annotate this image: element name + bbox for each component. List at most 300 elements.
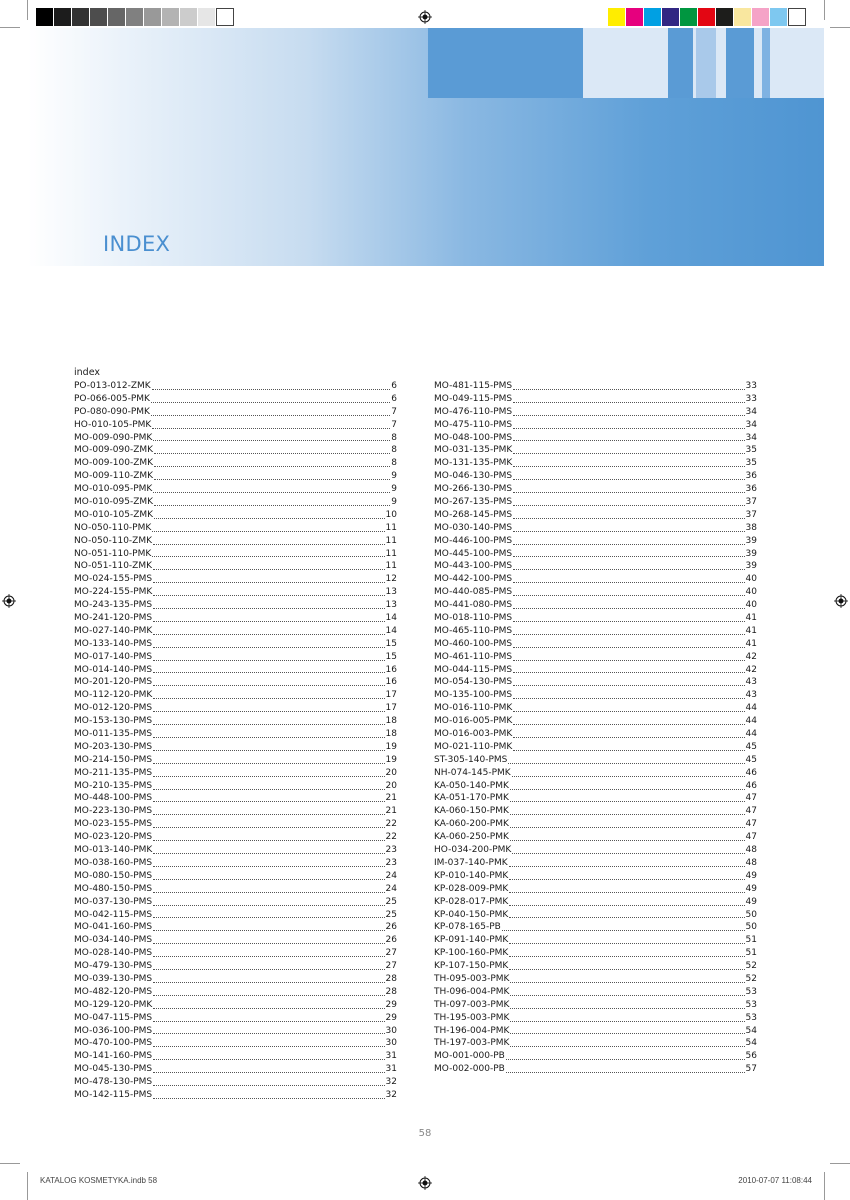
dot-leader — [153, 1046, 384, 1047]
entry-code: MO-133-140-PMS — [74, 638, 153, 649]
entry-code: MO-009-090-PMK — [74, 432, 153, 443]
dot-leader — [153, 789, 384, 790]
entry-code: PO-066-005-PMK — [74, 393, 150, 404]
dot-leader — [153, 1085, 384, 1086]
index-entry — [434, 457, 757, 470]
index-entry — [74, 419, 397, 432]
index-entry — [74, 831, 397, 844]
index-entry — [74, 483, 397, 496]
entry-code: MO-224-155-PMK — [74, 587, 153, 598]
dot-leader — [513, 660, 744, 661]
entry-page: 33 — [745, 380, 757, 391]
dot-leader — [152, 531, 384, 532]
entry-code: MO-112-120-PMK — [74, 690, 153, 701]
entry-page: 56 — [745, 1051, 757, 1062]
dot-leader — [154, 466, 390, 467]
dot-leader — [153, 1033, 384, 1034]
dot-leader — [153, 608, 384, 609]
entry-page: 18 — [385, 716, 397, 727]
dot-leader — [153, 1072, 384, 1073]
dot-leader — [153, 930, 384, 931]
entry-page: 36 — [745, 471, 757, 482]
entry-page: 29 — [385, 1012, 397, 1023]
index-entry — [74, 509, 397, 522]
entry-code: MO-481-115-PMS — [434, 380, 513, 391]
entry-page: 20 — [385, 780, 397, 791]
entry-code: MO-016-005-PMK — [434, 716, 513, 727]
entry-code: KA-060-200-PMK — [434, 819, 509, 830]
color-swatch — [54, 8, 72, 26]
index-entry — [74, 664, 397, 677]
entry-page: 40 — [745, 587, 757, 598]
entry-code: MO-030-140-PMS — [434, 522, 513, 533]
color-swatch — [108, 8, 126, 26]
entry-page: 45 — [745, 754, 757, 765]
dot-leader — [153, 634, 384, 635]
dot-leader — [513, 428, 744, 429]
dot-leader — [153, 582, 384, 583]
index-entry — [74, 896, 397, 909]
entry-code: MO-475-110-PMS — [434, 419, 513, 430]
dot-leader — [153, 892, 384, 893]
entry-page: 54 — [745, 1025, 757, 1036]
entry-code: ST-305-140-PMS — [434, 754, 508, 765]
index-entry — [434, 432, 757, 445]
dot-leader — [153, 440, 390, 441]
entry-page: 39 — [745, 548, 757, 559]
entry-page: 25 — [385, 909, 397, 920]
entry-code: KP-028-017-PMK — [434, 896, 509, 907]
registration-mark-icon — [418, 1176, 432, 1190]
index-entry — [74, 496, 397, 509]
entry-page: 50 — [745, 909, 757, 920]
dot-leader — [513, 595, 744, 596]
entry-code: MO-024-155-PMS — [74, 574, 153, 585]
index-entry — [74, 676, 397, 689]
entry-code: PO-013-012-ZMK — [74, 380, 151, 391]
entry-code: KP-100-160-PMK — [434, 948, 509, 959]
entry-code: MO-010-105-ZMK — [74, 509, 154, 520]
entry-page: 23 — [385, 857, 397, 868]
color-swatch — [626, 8, 644, 26]
entry-code: MO-009-090-ZMK — [74, 445, 154, 456]
color-swatch — [716, 8, 734, 26]
index-entry — [434, 947, 757, 960]
index-entry — [434, 560, 757, 573]
dot-leader — [153, 750, 384, 751]
dot-leader — [153, 698, 384, 699]
entry-code: MO-482-120-PMS — [74, 986, 153, 997]
entry-code: MO-443-100-PMS — [434, 561, 513, 572]
entry-code: MO-445-100-PMS — [434, 548, 513, 559]
entry-page: 48 — [745, 857, 757, 868]
entry-page: 7 — [391, 419, 397, 430]
entry-page: 31 — [385, 1064, 397, 1075]
entry-code: MO-479-130-PMS — [74, 961, 153, 972]
index-entry — [434, 818, 757, 831]
color-swatch — [144, 8, 162, 26]
dot-leader — [153, 814, 384, 815]
entry-code: MO-141-160-PMS — [74, 1051, 153, 1062]
index-entry — [74, 793, 397, 806]
dot-leader — [153, 1059, 384, 1060]
entry-page: 49 — [745, 896, 757, 907]
color-swatch — [662, 8, 680, 26]
entry-code: MO-054-130-PMS — [434, 677, 513, 688]
dot-leader — [513, 711, 744, 712]
dot-leader — [153, 943, 384, 944]
entry-code: TH-197-003-PMK — [434, 1038, 510, 1049]
entry-page: 54 — [745, 1038, 757, 1049]
index-entry — [434, 1012, 757, 1025]
entry-code: MO-476-110-PMS — [434, 406, 513, 417]
dot-leader — [513, 531, 744, 532]
entry-page: 33 — [745, 393, 757, 404]
crop-mark-top-right-v — [824, 0, 825, 20]
entry-page: 11 — [385, 561, 397, 572]
dot-leader — [153, 969, 384, 970]
index-entry — [434, 1025, 757, 1038]
entry-code: MO-031-135-PMK — [434, 445, 513, 456]
entry-page: 46 — [745, 767, 757, 778]
entry-code: NO-051-110-ZMK — [74, 561, 152, 572]
dot-leader — [153, 776, 384, 777]
entry-page: 42 — [745, 651, 757, 662]
dot-leader — [153, 595, 384, 596]
color-swatch — [198, 8, 216, 26]
index-entry — [434, 651, 757, 664]
entry-page: 23 — [385, 845, 397, 856]
index-entry — [74, 560, 397, 573]
index-entry — [74, 728, 397, 741]
index-entry — [74, 599, 397, 612]
dot-leader — [153, 737, 384, 738]
index-entry — [74, 741, 397, 754]
entry-code: NO-050-110-ZMK — [74, 535, 152, 546]
index-entry — [434, 509, 757, 522]
entry-code: MO-135-100-PMS — [434, 690, 513, 701]
dot-leader — [153, 917, 384, 918]
dot-leader — [153, 956, 384, 957]
banner-block — [428, 28, 583, 98]
dot-leader — [151, 415, 390, 416]
index-entry — [74, 548, 397, 561]
entry-code: MO-470-100-PMS — [74, 1038, 153, 1049]
index-entry — [74, 1089, 397, 1102]
index-entry — [434, 831, 757, 844]
index-entry — [434, 870, 757, 883]
entry-code: HO-034-200-PMK — [434, 845, 512, 856]
entry-code: MO-049-115-PMS — [434, 393, 513, 404]
entry-code: MO-011-135-PMS — [74, 729, 153, 740]
dot-leader — [513, 556, 744, 557]
dot-leader — [154, 479, 390, 480]
color-swatch — [608, 8, 626, 26]
dot-leader — [153, 879, 384, 880]
entry-page: 32 — [385, 1089, 397, 1100]
entry-code: MO-045-130-PMS — [74, 1064, 153, 1075]
index-entry — [74, 934, 397, 947]
registration-mark-icon — [418, 10, 432, 24]
dot-leader — [508, 763, 744, 764]
index-entry — [74, 651, 397, 664]
index-entry — [434, 638, 757, 651]
banner-stripe — [668, 28, 693, 98]
entry-page: 29 — [385, 999, 397, 1010]
index-entry — [74, 1063, 397, 1076]
entry-page: 51 — [745, 948, 757, 959]
crop-mark-top-left-v — [27, 0, 28, 20]
entry-page: 8 — [391, 458, 397, 469]
entry-code: MO-012-120-PMS — [74, 703, 153, 714]
entry-page: 12 — [385, 574, 397, 585]
entry-page: 15 — [385, 638, 397, 649]
dot-leader — [510, 1033, 744, 1034]
index-entry — [74, 444, 397, 457]
index-entry — [74, 625, 397, 638]
entry-page: 28 — [385, 986, 397, 997]
entry-page: 49 — [745, 883, 757, 894]
entry-page: 48 — [745, 845, 757, 856]
entry-page: 47 — [745, 832, 757, 843]
index-entry — [434, 973, 757, 986]
entry-code: MO-461-110-PMS — [434, 651, 513, 662]
index-entry — [74, 432, 397, 445]
dot-leader — [153, 569, 385, 570]
index-entry — [434, 535, 757, 548]
entry-code: KP-040-150-PMK — [434, 909, 509, 920]
index-entry — [434, 496, 757, 509]
entry-page: 16 — [385, 664, 397, 675]
dot-leader — [153, 647, 384, 648]
index-entry — [434, 444, 757, 457]
entry-code: TH-096-004-PMK — [434, 986, 510, 997]
dot-leader — [513, 518, 744, 519]
index-entry — [74, 638, 397, 651]
dot-leader — [506, 1072, 745, 1073]
entry-page: 30 — [385, 1038, 397, 1049]
dot-leader — [512, 776, 745, 777]
slug-filename: KATALOG KOSMETYKA.indb 58 — [40, 1176, 158, 1185]
index-entry — [434, 986, 757, 999]
entry-page: 14 — [385, 625, 397, 636]
entry-page: 47 — [745, 793, 757, 804]
entry-code: MO-201-120-PMS — [74, 677, 153, 688]
index-entry — [434, 767, 757, 780]
entry-code: MO-214-150-PMS — [74, 754, 153, 765]
entry-page: 21 — [385, 806, 397, 817]
entry-code: MO-266-130-PMS — [434, 484, 513, 495]
index-entry — [74, 612, 397, 625]
dot-leader — [510, 801, 745, 802]
entry-page: 47 — [745, 819, 757, 830]
entry-page: 46 — [745, 780, 757, 791]
color-swatch — [770, 8, 788, 26]
index-entry — [434, 934, 757, 947]
entry-code: KP-010-140-PMK — [434, 870, 509, 881]
index-entry — [74, 870, 397, 883]
entry-code: MO-241-120-PMS — [74, 613, 153, 624]
dot-leader — [153, 982, 384, 983]
dot-leader — [513, 389, 744, 390]
entry-page: 50 — [745, 922, 757, 933]
entry-code: NO-051-110-PMK — [74, 548, 152, 559]
dot-leader — [509, 892, 744, 893]
entry-code: MO-243-135-PMS — [74, 600, 153, 611]
entry-code: TH-097-003-PMK — [434, 999, 510, 1010]
entry-code: KP-028-009-PMK — [434, 883, 509, 894]
index-entry — [434, 754, 757, 767]
entry-page: 47 — [745, 806, 757, 817]
entry-page: 11 — [385, 535, 397, 546]
registration-mark-icon — [2, 594, 16, 608]
index-entry — [434, 702, 757, 715]
index-entry — [434, 612, 757, 625]
index-entry — [434, 586, 757, 599]
dot-leader — [513, 724, 744, 725]
dot-leader — [153, 672, 384, 673]
index-entry — [434, 1063, 757, 1076]
index-entry — [74, 947, 397, 960]
entry-page: 11 — [385, 522, 397, 533]
entry-page: 38 — [745, 522, 757, 533]
index-entry — [434, 1037, 757, 1050]
entry-page: 40 — [745, 574, 757, 585]
index-entry — [74, 780, 397, 793]
dot-leader — [510, 840, 745, 841]
entry-page: 41 — [745, 625, 757, 636]
dot-leader — [153, 711, 384, 712]
crop-mark-top-right-h — [830, 27, 850, 28]
dot-leader — [153, 685, 384, 686]
entry-code: IM-037-140-PMK — [434, 857, 508, 868]
index-entry — [434, 380, 757, 393]
entry-page: 11 — [385, 548, 397, 559]
dot-leader — [513, 440, 744, 441]
entry-code: MO-009-110-ZMK — [74, 471, 154, 482]
entry-code: MO-448-100-PMS — [74, 793, 153, 804]
entry-code: MO-480-150-PMS — [74, 883, 153, 894]
color-swatch — [752, 8, 770, 26]
entry-code: MO-223-130-PMS — [74, 806, 153, 817]
dot-leader — [513, 402, 744, 403]
index-entry — [74, 689, 397, 702]
entry-page: 6 — [391, 393, 397, 404]
entry-page: 19 — [385, 754, 397, 765]
entry-code: MO-465-110-PMS — [434, 625, 513, 636]
entry-page: 35 — [745, 458, 757, 469]
index-entry — [74, 1076, 397, 1089]
dot-leader — [153, 827, 384, 828]
dot-leader — [513, 492, 744, 493]
dot-leader — [513, 750, 744, 751]
index-entry — [434, 393, 757, 406]
entry-page: 43 — [745, 677, 757, 688]
entry-page: 28 — [385, 973, 397, 984]
entry-page: 52 — [745, 973, 757, 984]
dot-leader — [513, 608, 744, 609]
index-entry — [74, 805, 397, 818]
entry-code: MO-041-160-PMS — [74, 922, 153, 933]
page-title: INDEX — [103, 232, 171, 256]
entry-code: MO-203-130-PMS — [74, 741, 153, 752]
entry-page: 19 — [385, 741, 397, 752]
dot-leader — [510, 995, 744, 996]
dot-leader — [153, 492, 390, 493]
index-entry — [434, 805, 757, 818]
color-swatch — [126, 8, 144, 26]
color-swatch — [216, 8, 234, 26]
entry-page: 31 — [385, 1051, 397, 1062]
dot-leader — [513, 453, 744, 454]
page-number: 58 — [418, 1128, 432, 1139]
entry-page: 16 — [385, 677, 397, 688]
index-entry — [434, 664, 757, 677]
color-swatch — [162, 8, 180, 26]
index-entry — [74, 883, 397, 896]
index-entry — [434, 1050, 757, 1063]
index-entry — [434, 419, 757, 432]
color-swatch — [644, 8, 662, 26]
index-entry — [434, 406, 757, 419]
entry-page: 7 — [391, 406, 397, 417]
entry-code: KP-078-165-PB — [434, 922, 501, 933]
dot-leader — [153, 1021, 384, 1022]
entry-code: MO-210-135-PMS — [74, 780, 153, 791]
dot-leader — [512, 853, 744, 854]
entry-code: MO-268-145-PMS — [434, 509, 513, 520]
entry-page: 26 — [385, 935, 397, 946]
index-entry — [74, 1037, 397, 1050]
dot-leader — [153, 801, 384, 802]
entry-page: 52 — [745, 961, 757, 972]
entry-code: MO-211-135-PMS — [74, 767, 153, 778]
entry-page: 10 — [385, 509, 397, 520]
dot-leader — [153, 544, 385, 545]
color-swatch — [180, 8, 198, 26]
dot-leader — [510, 982, 744, 983]
entry-page: 30 — [385, 1025, 397, 1036]
entry-page: 24 — [385, 883, 397, 894]
index-entry — [434, 960, 757, 973]
index-entry — [74, 1050, 397, 1063]
entry-code: MO-018-110-PMS — [434, 613, 513, 624]
index-entry — [74, 844, 397, 857]
entry-page: 9 — [391, 484, 397, 495]
index-entry — [434, 780, 757, 793]
index-entry — [434, 844, 757, 857]
entry-page: 6 — [391, 380, 397, 391]
entry-page: 44 — [745, 729, 757, 740]
entry-page: 32 — [385, 1077, 397, 1088]
color-swatch — [680, 8, 698, 26]
dot-leader — [153, 905, 384, 906]
color-calibration-strip — [608, 8, 806, 26]
entry-code: MO-001-000-PB — [434, 1051, 505, 1062]
entry-code: MO-441-080-PMS — [434, 600, 513, 611]
entry-page: 44 — [745, 703, 757, 714]
entry-code: MO-013-140-PMK — [74, 845, 153, 856]
entry-page: 45 — [745, 741, 757, 752]
entry-page: 13 — [385, 600, 397, 611]
dot-leader — [513, 466, 744, 467]
index-entry — [434, 883, 757, 896]
entry-page: 18 — [385, 729, 397, 740]
index-entry — [74, 857, 397, 870]
index-entry — [74, 999, 397, 1012]
index-entry — [74, 393, 397, 406]
entry-code: MO-153-130-PMS — [74, 716, 153, 727]
